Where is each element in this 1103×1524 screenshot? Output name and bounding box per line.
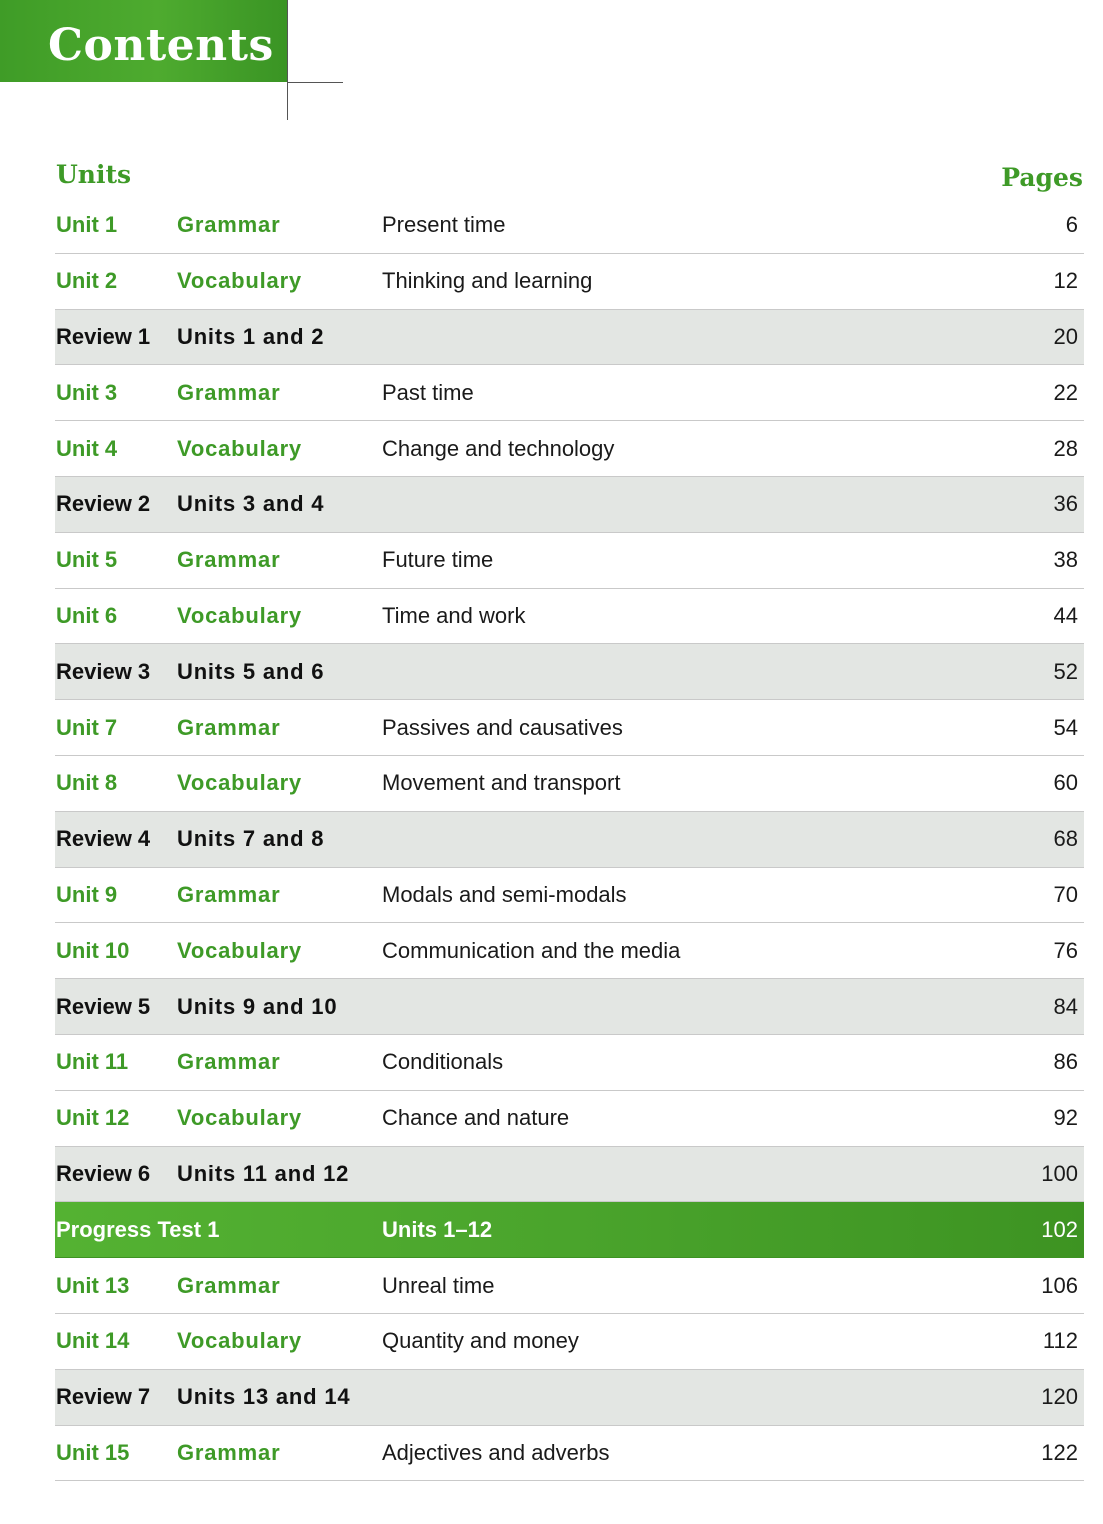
row-section-type: Grammar	[177, 1439, 281, 1465]
row-page-number: 84	[1053, 993, 1078, 1019]
row-label: Unit 2	[56, 268, 118, 294]
toc-row-unit[interactable]	[55, 421, 1084, 477]
row-page-number: 120	[1041, 1384, 1078, 1410]
row-label: Review 5	[56, 993, 151, 1019]
row-label: Unit 7	[56, 714, 118, 740]
page-title: Contents	[48, 20, 274, 71]
row-topic: Chance and nature	[382, 1105, 570, 1131]
row-label: Unit 1	[56, 212, 118, 238]
toc-row-unit[interactable]	[55, 1258, 1084, 1314]
row-section-type: Units 5 and 6	[177, 658, 325, 684]
row-label: Unit 14	[56, 1328, 130, 1354]
row-section-type: Grammar	[177, 379, 281, 405]
row-page-number: 122	[1041, 1439, 1078, 1465]
row-topic: Time and work	[382, 602, 526, 628]
toc-row-review[interactable]	[55, 1370, 1084, 1426]
toc-row-review[interactable]	[55, 812, 1084, 868]
row-section-type: Grammar	[177, 881, 281, 907]
toc-row-review[interactable]	[55, 644, 1084, 700]
row-label: Review 2	[56, 491, 151, 517]
row-section-type: Units 11 and 12	[177, 1160, 350, 1186]
row-topic: Units 1–12	[382, 1216, 493, 1242]
toc-row-unit[interactable]	[55, 868, 1084, 924]
row-section-type: Grammar	[177, 547, 281, 573]
row-label: Review 3	[56, 658, 151, 684]
row-page-number: 22	[1053, 379, 1078, 405]
toc-row-review[interactable]	[55, 310, 1084, 366]
row-section-type: Grammar	[177, 212, 281, 238]
row-page-number: 102	[1041, 1216, 1078, 1242]
row-label: Unit 4	[56, 435, 118, 461]
row-page-number: 6	[1065, 212, 1078, 238]
row-label: Unit 8	[56, 770, 118, 796]
row-topic: Adjectives and adverbs	[382, 1439, 610, 1465]
toc-row-review[interactable]	[55, 1147, 1084, 1203]
row-label: Unit 11	[56, 1049, 129, 1075]
row-page-number: 20	[1053, 323, 1078, 349]
row-topic: Passives and causatives	[382, 714, 623, 740]
row-page-number: 106	[1041, 1272, 1078, 1298]
row-label: Unit 5	[56, 547, 118, 573]
row-page-number: 92	[1053, 1105, 1078, 1131]
toc-row-review[interactable]	[55, 477, 1084, 533]
row-section-type: Vocabulary	[177, 1105, 302, 1131]
row-page-number: 44	[1053, 602, 1078, 628]
toc-row-unit[interactable]	[55, 365, 1084, 421]
row-topic: Change and technology	[382, 435, 615, 461]
row-topic: Modals and semi-modals	[382, 881, 627, 907]
row-page-number: 60	[1053, 770, 1078, 796]
row-label: Progress Test 1	[56, 1216, 220, 1242]
row-page-number: 68	[1053, 826, 1078, 852]
row-section-type: Grammar	[177, 1272, 281, 1298]
toc-row-unit[interactable]	[55, 1091, 1084, 1147]
toc-row-unit[interactable]	[55, 700, 1084, 756]
toc-row-unit[interactable]	[55, 533, 1084, 589]
pages-heading: Pages	[1001, 163, 1083, 192]
row-page-number: 38	[1053, 547, 1078, 573]
toc-row-unit[interactable]	[55, 923, 1084, 979]
row-page-number: 36	[1053, 491, 1078, 517]
row-label: Review 6	[56, 1160, 151, 1186]
row-section-type: Vocabulary	[177, 602, 302, 628]
toc-row-unit[interactable]	[55, 589, 1084, 645]
row-label: Review 1	[56, 323, 151, 349]
row-topic: Thinking and learning	[382, 268, 593, 294]
row-section-type: Grammar	[177, 1049, 281, 1075]
row-page-number: 76	[1053, 937, 1078, 963]
row-page-number: 28	[1053, 435, 1078, 461]
row-topic: Past time	[382, 379, 474, 405]
toc-row-unit[interactable]	[55, 1426, 1084, 1482]
row-page-number: 100	[1041, 1160, 1078, 1186]
row-page-number: 54	[1053, 714, 1078, 740]
row-section-type: Grammar	[177, 714, 281, 740]
row-section-type: Vocabulary	[177, 770, 302, 796]
row-label: Review 4	[56, 826, 151, 852]
row-topic: Conditionals	[382, 1049, 504, 1075]
row-section-type: Units 13 and 14	[177, 1384, 351, 1410]
toc-row-unit[interactable]	[55, 198, 1084, 254]
row-label: Unit 3	[56, 379, 118, 405]
row-page-number: 86	[1053, 1049, 1078, 1075]
row-section-type: Units 9 and 10	[177, 993, 338, 1019]
row-page-number: 52	[1053, 658, 1078, 684]
row-label: Unit 9	[56, 881, 118, 907]
row-topic: Movement and transport	[382, 770, 621, 796]
row-topic: Future time	[382, 547, 494, 573]
header-divider-vertical	[287, 0, 288, 120]
row-page-number: 112	[1042, 1328, 1078, 1354]
row-page-number: 12	[1053, 268, 1078, 294]
toc-row-progress-test[interactable]	[55, 1202, 1084, 1258]
row-topic: Present time	[382, 212, 506, 238]
row-section-type: Vocabulary	[177, 1328, 302, 1354]
row-label: Review 7	[56, 1384, 151, 1410]
toc-row-unit[interactable]	[55, 1035, 1084, 1091]
row-topic: Quantity and money	[382, 1328, 579, 1354]
row-section-type: Units 1 and 2	[177, 323, 325, 349]
row-label: Unit 6	[56, 602, 118, 628]
toc-row-review[interactable]	[55, 979, 1084, 1035]
header-divider-horizontal	[287, 82, 343, 83]
row-section-type: Vocabulary	[177, 435, 302, 461]
toc-row-unit[interactable]	[55, 756, 1084, 812]
toc-row-unit[interactable]	[55, 1314, 1084, 1370]
row-section-type: Units 7 and 8	[177, 826, 325, 852]
row-topic: Communication and the media	[382, 937, 681, 963]
contents-table	[55, 198, 1084, 1481]
units-heading: Units	[56, 160, 132, 189]
row-section-type: Vocabulary	[177, 268, 302, 294]
row-label: Unit 13	[56, 1272, 130, 1298]
row-label: Unit 12	[56, 1105, 130, 1131]
row-label: Unit 10	[56, 937, 130, 963]
row-section-type: Units 3 and 4	[177, 491, 325, 517]
toc-row-unit[interactable]	[55, 254, 1084, 310]
row-topic: Unreal time	[382, 1272, 495, 1298]
row-label: Unit 15	[56, 1439, 130, 1465]
row-section-type: Vocabulary	[177, 937, 302, 963]
row-page-number: 70	[1053, 881, 1078, 907]
